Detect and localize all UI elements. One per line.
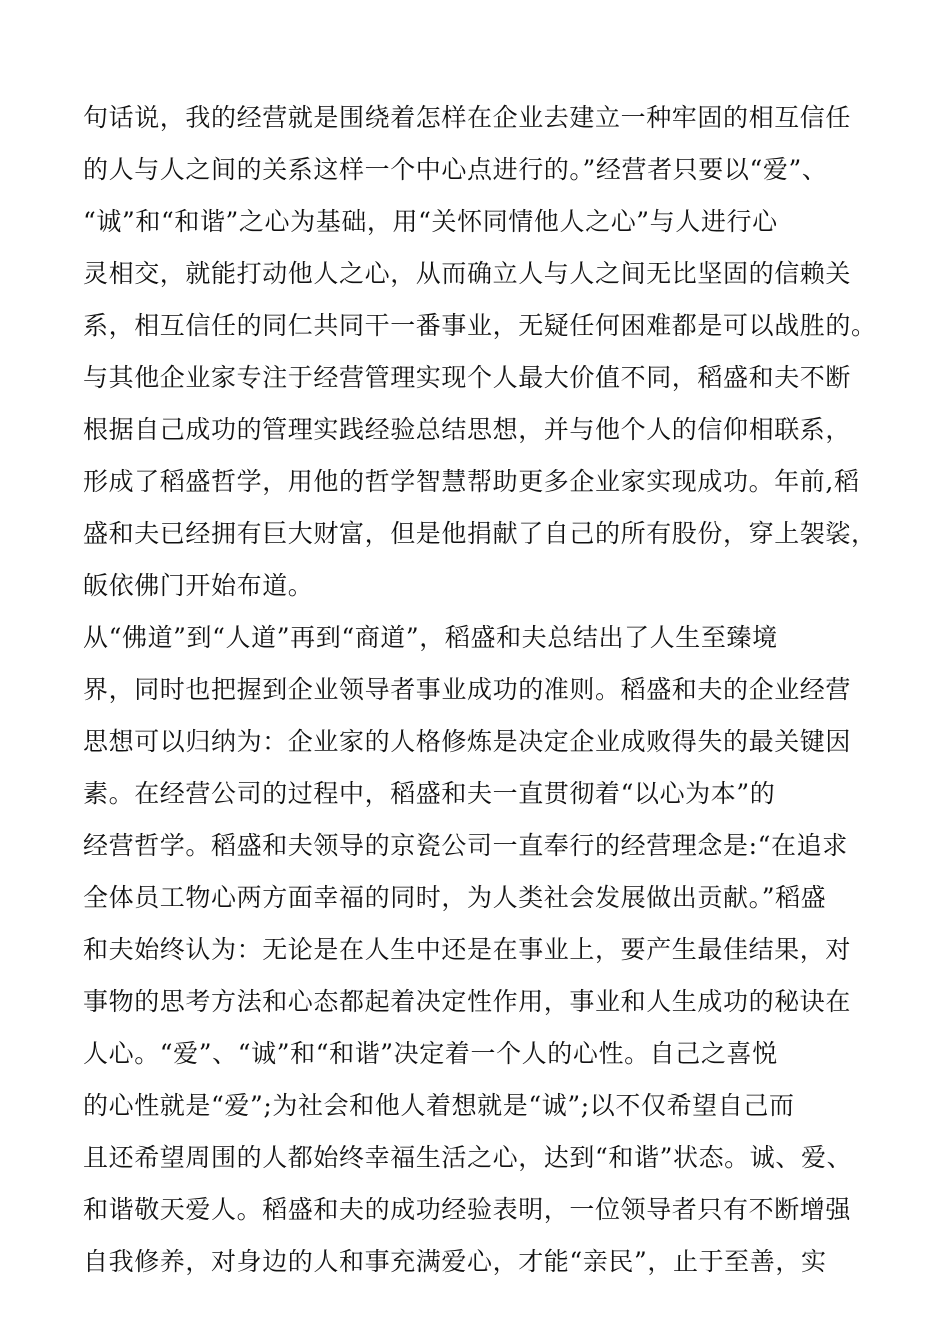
text-line: 的心性就是“爱”;为社会和他人着想就是“诚”;以不仅希望自己而 — [83, 1091, 795, 1120]
text-line: 系，相互信任的同仁共同干一番事业，无疑任何困难都是可以战胜的。 — [83, 311, 877, 340]
text-line: 全体员工物心两方面幸福的同时，为人类社会发展做出贡献。”稻盛 — [83, 883, 827, 912]
text-line: “诚”和“和谐”之心为基础，用“关怀同情他人之心”与人进行心 — [83, 207, 778, 236]
text-line: 界，同时也把握到企业领导者事业成功的准则。稻盛和夫的企业经营 — [83, 675, 852, 704]
text-line: 句话说，我的经营就是围绕着怎样在企业去建立一种牢固的相互信任 — [83, 103, 852, 132]
text-line: 的人与人之间的关系这样一个中心点进行的。”经营者只要以“爱”、 — [83, 155, 828, 184]
text-line: 素。在经营公司的过程中，稻盛和夫一直贯彻着“以心为本”的 — [83, 779, 776, 808]
text-line: 事物的思考方法和心态都起着决定性作用，事业和人生成功的秘诀在 — [83, 987, 852, 1016]
text-line: 根据自己成功的管理实践经验总结思想，并与他个人的信仰相联系， — [83, 415, 852, 444]
text-line: 人心。“爱”、“诚”和“和谐”决定着一个人的心性。自己之喜悦 — [83, 1039, 778, 1068]
text-line: 从“佛道”到“人道”再到“商道”，稻盛和夫总结出了人生至臻境 — [83, 623, 778, 652]
text-line: 盛和夫已经拥有巨大财富，但是他捐献了自己的所有股份，穿上袈裟， — [83, 519, 877, 548]
text-line: 形成了稻盛哲学，用他的哲学智慧帮助更多企业家实现成功。年前,稻 — [83, 467, 860, 496]
text-line: 与其他企业家专注于经营管理实现个人最大价值不同，稻盛和夫不断 — [83, 363, 852, 392]
text-line: 自我修养，对身边的人和事充满爱心，才能“亲民”，止于至善，实 — [83, 1247, 827, 1276]
text-line: 思想可以归纳为：企业家的人格修炼是决定企业成败得失的最关键因 — [83, 727, 852, 756]
text-line: 且还希望周围的人都始终幸福生活之心，达到“和谐”状态。诚、爱、 — [83, 1143, 853, 1172]
text-line: 和夫始终认为：无论是在人生中还是在事业上，要产生最佳结果，对 — [83, 935, 852, 964]
text-line: 皈依佛门开始布道。 — [83, 571, 314, 600]
text-line: 和谐敬天爱人。稻盛和夫的成功经验表明，一位领导者只有不断增强 — [83, 1195, 852, 1224]
text-line: 经营哲学。稻盛和夫领导的京瓷公司一直奉行的经营理念是:“在追求 — [83, 831, 848, 860]
text-line: 灵相交，就能打动他人之心，从而确立人与人之间无比坚固的信赖关 — [83, 259, 852, 288]
